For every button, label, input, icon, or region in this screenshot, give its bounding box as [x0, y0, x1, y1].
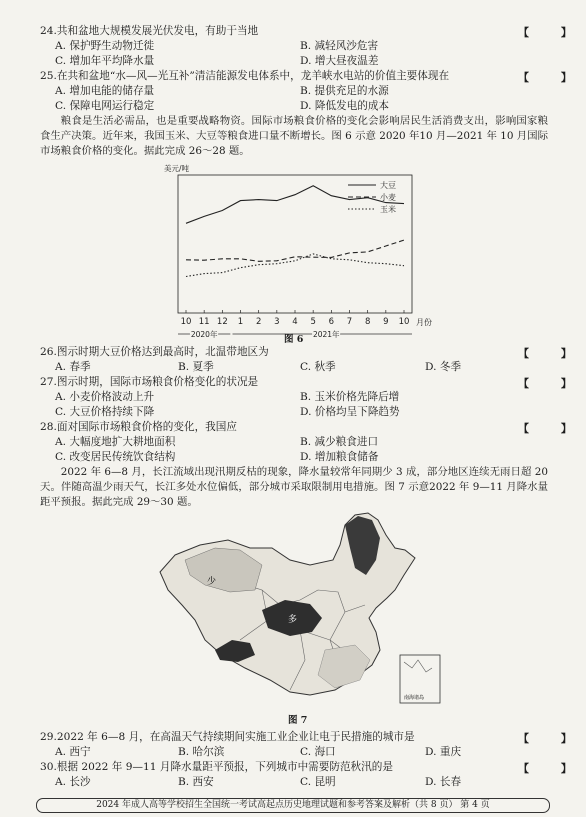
question-27-option-b: B. 玉米价格先降后增 [300, 391, 400, 403]
year-label-2021: 2021年 [312, 330, 340, 339]
question-25-stem: 25.在共和盆地“水—风—光互补”清洁能源发电体系中，龙羊峡水电站的价值主要体现在 [40, 70, 450, 82]
answer-bracket-24: 【 】 [518, 26, 586, 39]
question-27-stem: 27.图示时期，国际市场粮食价格变化的状况是 [40, 376, 259, 388]
x-tick-label: 4 [292, 317, 298, 327]
x-tick-label: 7 [346, 317, 353, 327]
question-24-option-b: B. 减轻风沙危害 [300, 40, 379, 52]
figure-6-caption: 图 6 [284, 334, 304, 345]
x-tick-label: 3 [274, 317, 280, 327]
x-tick-label: 12 [216, 317, 228, 327]
series-line-3 [186, 254, 404, 277]
answer-bracket-30: 【 】 [518, 762, 586, 775]
answer-bracket-27: 【 】 [518, 377, 586, 390]
question-29-option-c: C. 海口 [300, 746, 336, 758]
question-26-option-a: A. 春季 [55, 361, 91, 373]
x-axis-label: 月份 [416, 318, 432, 327]
answer-bracket-28: 【 】 [518, 422, 586, 435]
figure-7-precipitation-map [0, 505, 586, 720]
question-26-stem: 26.图示时期大豆价格达到最高时，北温带地区为 [40, 346, 269, 358]
figure-7-caption: 图 7 [288, 715, 308, 726]
series-line-1 [186, 186, 404, 224]
material-intro-grain: 粮食是生活必需品，也是重要战略物资。国际市场粮食价格的变化会影响居民生活消费支出，影响国家粮食生产决策。近年来，我国玉米、大豆等粮食进口量不断增长。图 6 示意 2020 年10 月—2021 年 10 月国际市场粮食价格的变化。据此完成 26～28 题。 [40, 115, 548, 157]
question-25-option-a: A. 增加电能的储存量 [55, 85, 155, 97]
question-24-option-d: D. 增大昼夜温差 [300, 55, 379, 67]
page-footer: 2024 年成人高等学校招生全国统一考试高起点历史地理试题和参考答案及解析（共 8 页） 第 4 页 [36, 798, 550, 813]
x-tick-label: 10 [180, 317, 192, 327]
question-24-stem: 24.共和盆地大规模发展光伏发电，有助于当地 [40, 25, 259, 37]
question-30-stem: 30.根据 2022 年 9—11 月降水量距平预报，下列城市中需要防范秋汛的是 [40, 761, 393, 773]
y-axis-label: 美元/吨 [164, 164, 190, 173]
inset-label: 南海诸岛 [404, 695, 425, 701]
answer-bracket-25: 【 】 [518, 71, 586, 84]
question-28-stem: 28.面对国际市场粮食价格的变化，我国应 [40, 421, 237, 433]
map-label-less: 少 [207, 577, 217, 587]
x-tick-label: 2 [255, 317, 262, 327]
question-28-option-b: B. 减少粮食进口 [300, 436, 379, 448]
series-line-2 [186, 240, 404, 261]
question-26-option-c: C. 秋季 [300, 361, 336, 373]
question-26-option-d: D. 冬季 [425, 361, 462, 373]
question-29-option-b: B. 哈尔滨 [178, 746, 225, 758]
legend-label-1: 大豆 [380, 181, 396, 190]
x-tick-label: 6 [328, 317, 335, 327]
question-30-option-a: A. 长沙 [55, 776, 91, 788]
question-25-option-c: C. 保障电网运行稳定 [55, 100, 155, 112]
question-28-option-d: D. 增加粮食储备 [300, 451, 379, 463]
question-28-option-a: A. 大幅度地扩大耕地面积 [55, 436, 176, 448]
question-26-option-b: B. 夏季 [178, 361, 214, 373]
question-30-option-d: D. 长春 [425, 776, 462, 788]
question-27-option-d: D. 价格均呈下降趋势 [300, 406, 400, 418]
question-30-option-c: C. 昆明 [300, 776, 336, 788]
question-29-option-d: D. 重庆 [425, 746, 462, 758]
question-25-option-b: B. 提供充足的水源 [300, 85, 389, 97]
answer-bracket-29: 【 】 [518, 732, 586, 745]
map-label-more: 多 [288, 615, 298, 625]
legend-label-3: 玉米 [380, 205, 396, 214]
x-tick-label: 9 [383, 317, 389, 327]
material-intro-drought: 2022 年 6—8 月，长江流域出现汛期反枯的现象，降水量较常年同期少 3 成，部分地区连续无雨日超 20 天。伴随高温少雨天气，长江多处水位偏低，部分城市采取限制用电措施。图 7 示意2022 年 9—11 月降水量距平预报。据此完成 29～30 题。 [40, 466, 548, 508]
question-28-option-c: C. 改变居民传统饮食结构 [55, 451, 176, 463]
year-label-2020: 2020年 [190, 330, 218, 339]
question-27-option-c: C. 大豆价格持续下降 [55, 406, 155, 418]
question-25-option-d: D. 降低发电的成本 [300, 100, 390, 112]
question-24-option-a: A. 保护野生动物迁徙 [55, 40, 155, 52]
question-29-option-a: A. 西宁 [55, 746, 91, 758]
x-tick-label: 11 [198, 317, 210, 327]
question-30-option-b: B. 西安 [178, 776, 214, 788]
answer-bracket-26: 【 】 [518, 347, 586, 360]
x-tick-label: 8 [364, 317, 371, 327]
question-24-option-c: C. 增加年平均降水量 [55, 55, 155, 67]
question-27-option-a: A. 小麦价格波动上升 [55, 391, 155, 403]
question-29-stem: 29.2022 年 6—8 月，在高温天气持续期间实施工业企业让电于民措施的城市是 [40, 731, 415, 743]
plot-frame [178, 175, 412, 313]
x-tick-label: 1 [237, 317, 244, 327]
x-tick-label: 5 [310, 317, 316, 327]
x-tick-label: 10 [398, 317, 410, 327]
legend-label-2: 小麦 [380, 193, 396, 202]
